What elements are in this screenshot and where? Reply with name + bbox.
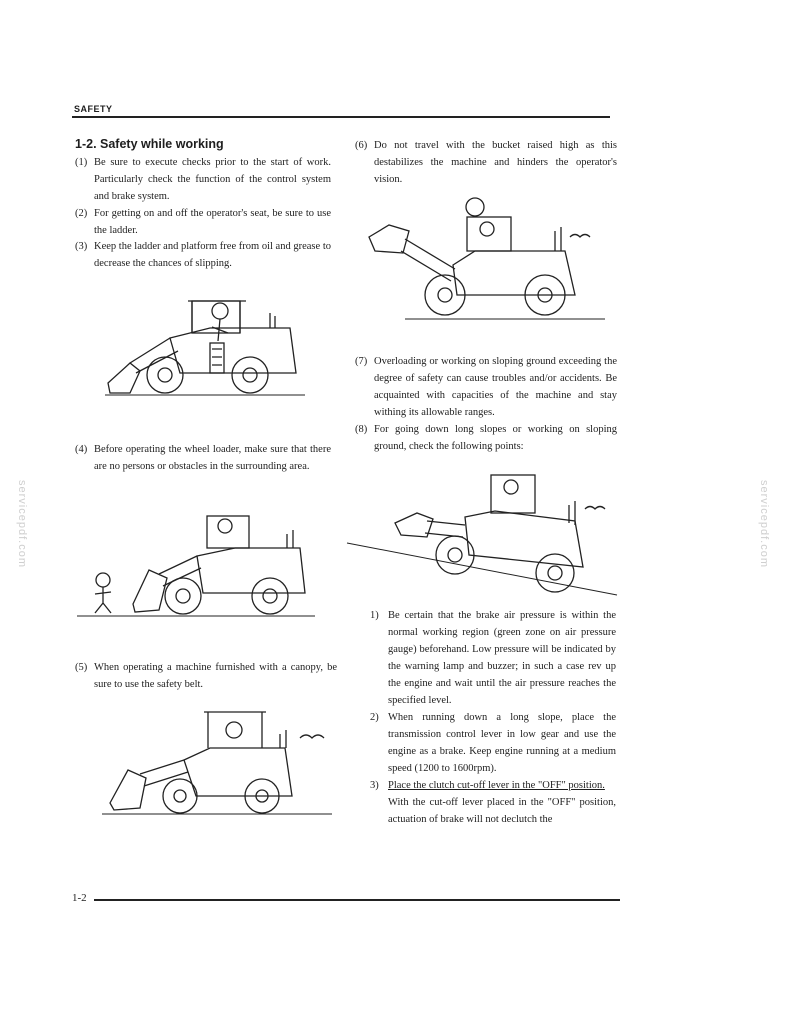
item-5 bbox=[75, 659, 337, 693]
item-text: When operating a machine furnished with a canopy, be sure to use the safety belt. bbox=[94, 662, 337, 690]
item-6 bbox=[355, 137, 617, 188]
item-8 bbox=[355, 421, 617, 455]
item-number: (1) bbox=[75, 157, 88, 168]
page-number: 1-2 bbox=[72, 892, 87, 904]
section-title: 1-2. Safety while working bbox=[75, 137, 224, 151]
item-3 bbox=[75, 238, 331, 272]
item-4 bbox=[75, 441, 331, 475]
item-text: Be certain that the brake air pressure is within the normal working region (green zone on air pressure gauge) beforehand. Low pressure will be indicated by the warning lamp and buzzer; in such a case rev up the engine and wait until the air pressure reaches the specified level. bbox=[388, 610, 616, 706]
illustration-operator-ladder bbox=[100, 283, 310, 403]
item-text: When running down a long slope, place the transmission control lever in low gear and use the engine as a brake. Keep engine running at a medium speed (1200 to 1600rpm). bbox=[388, 712, 616, 774]
watermark-right: servicepdf.com bbox=[757, 480, 770, 568]
item-text: For going down long slopes or working on sloping ground, check the following points: bbox=[374, 424, 617, 452]
header-rule bbox=[72, 116, 610, 118]
item-number: (4) bbox=[75, 444, 88, 455]
item-text: Place the clutch cut-off lever in the "OFF" position. bbox=[388, 780, 605, 791]
item-text: Before operating the wheel loader, make sure that there are no persons or obstacles in the surrounding area. bbox=[94, 444, 331, 472]
item-text: For getting on and off the operator's seat, be sure to use the ladder. bbox=[94, 208, 331, 236]
item-1 bbox=[75, 154, 331, 205]
illustration-sloping-ground bbox=[345, 465, 620, 600]
illustration-canopy-loader bbox=[100, 708, 335, 823]
item-number: (7) bbox=[355, 356, 368, 367]
watermark-left: servicepdf.com bbox=[15, 480, 28, 568]
item-number: (5) bbox=[75, 662, 88, 673]
item-text: Keep the ladder and platform free from oil and grease to decrease the chances of slipping. bbox=[94, 241, 331, 269]
item-number: 1) bbox=[370, 610, 379, 621]
sub-item-3 bbox=[370, 777, 616, 828]
item-continuation: With the cut-off lever placed in the "OFF" position, actuation of brake will not declutch the bbox=[388, 797, 616, 825]
item-text: Overloading or working on sloping ground exceeding the degree of safety can cause troubles and/or accidents. Be acquainted with capacities of the machine and stay withing its allowable ranges. bbox=[374, 356, 617, 418]
item-number: 2) bbox=[370, 712, 379, 723]
item-number: (3) bbox=[75, 241, 88, 252]
illustration-person-in-front bbox=[75, 508, 320, 623]
illustration-bucket-raised bbox=[365, 195, 610, 330]
sub-item-2 bbox=[370, 709, 616, 777]
item-number: (6) bbox=[355, 140, 368, 151]
item-number: 3) bbox=[370, 780, 379, 791]
item-number: (8) bbox=[355, 424, 368, 435]
footer-rule bbox=[94, 899, 620, 901]
item-7 bbox=[355, 353, 617, 421]
item-text: Be sure to execute checks prior to the start of work. Particularly check the function of the control system and brake system. bbox=[94, 157, 331, 202]
section-header-label: SAFETY bbox=[74, 104, 113, 114]
item-text: Do not travel with the bucket raised high as this destabilizes the machine and hinders the operator's vision. bbox=[374, 140, 617, 185]
sub-item-1 bbox=[370, 607, 616, 709]
item-number: (2) bbox=[75, 208, 88, 219]
item-2 bbox=[75, 205, 331, 239]
